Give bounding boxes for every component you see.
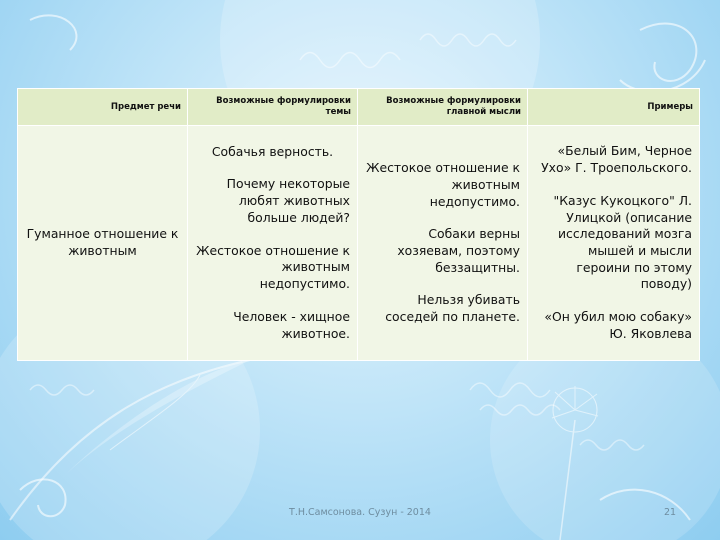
header-topic: Возможные формулировки темы [188,89,358,126]
example-item: "Казус Кукоцкого" Л. Улицкой (описание исследований мозга мышей и мысли героини по этому поводу) [553,192,692,292]
example-item: «Он убил мою собаку» Ю. Яковлева [544,309,692,341]
main-idea-item: Собаки верны хозяевам, поэтому беззащитны. [397,226,520,275]
table-row [18,126,700,361]
topics-cell [188,126,358,361]
page-number: 21 [664,507,677,518]
table-header-row [18,89,700,126]
header-subject: Предмет речи [18,89,188,126]
main-idea-item: Нельзя убивать соседей по планете. [385,292,520,325]
topic-item: Почему некоторые любят животных больше людей? [226,176,350,225]
topic-item: Жестокое отношение к животным недопустимо. [196,242,350,292]
topic-item: Человек - хищное животное. [233,308,350,341]
main-idea-item: Жестокое отношение к животным недопустимо. [366,160,520,209]
examples-cell [528,126,700,361]
feather-icon [10,360,250,520]
main-ideas-cell [358,126,528,361]
subject-text: Гуманное отношение к животным [26,226,179,258]
header-examples: Примеры [528,89,700,126]
topics-table [17,88,700,361]
example-item: «Белый Бим, Черное Ухо» Г. Троепольского. [541,143,692,176]
footer-author: Т.Н.Самсонова. Сузун - 2014 [289,507,431,518]
subject-cell [18,126,188,361]
header-main-idea: Возможные формулировки главной мысли [358,89,528,126]
topic-item: Собачья верность. [211,143,334,159]
